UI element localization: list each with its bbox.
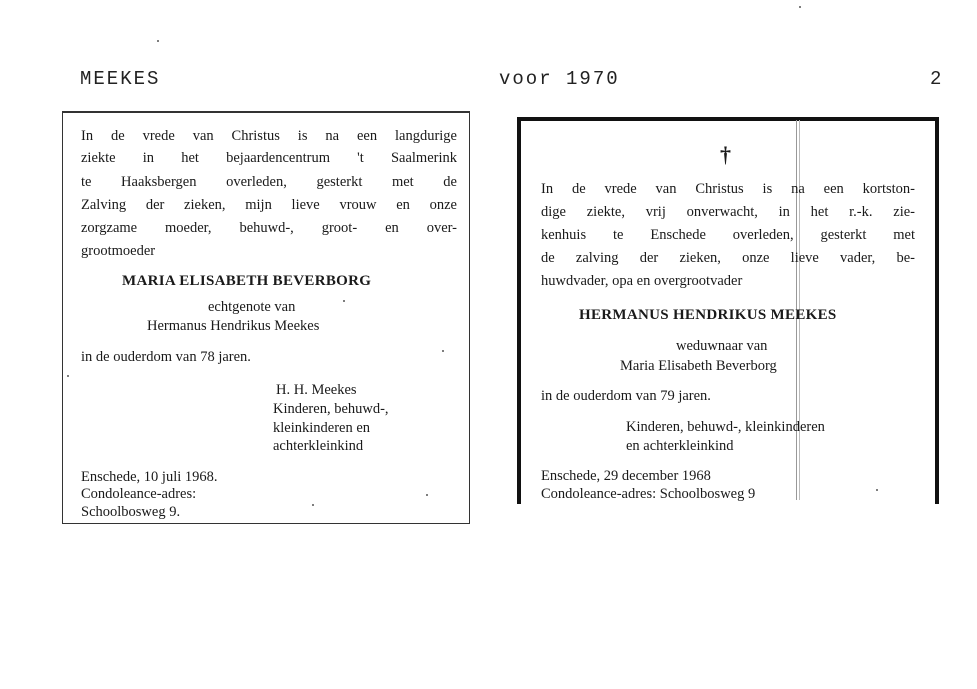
intro-line: kenhuis te Enschede overleden, gesterkt met (541, 227, 915, 243)
spouse-name: Maria Elisabeth Beverborg (620, 358, 777, 374)
place-date: Enschede, 10 juli 1968. (81, 469, 218, 485)
scan-speck (67, 375, 69, 377)
signature-line: achterkleinkind (273, 438, 364, 454)
period-header: voor 1970 (499, 68, 620, 90)
address-label: Condoleance-adres: (81, 486, 197, 502)
scan-speck (343, 300, 345, 302)
intro-line: te Haaksbergen overleden, gesterkt met de (81, 174, 457, 190)
signature-line: en achterkleinkind (626, 438, 734, 454)
address: Schoolbosweg 9. (81, 504, 181, 520)
signature-line: H. H. Meekes (276, 382, 357, 398)
intro-line: Zalving der zieken, mijn lieve vrouw en onze (81, 197, 457, 213)
scan-speck (312, 504, 314, 506)
age-line: in de ouderdom van 79 jaren. (541, 388, 711, 404)
page-number: 2 (930, 68, 942, 90)
intro-line: ziekte in het bejaardencentrum 't Saalmerink (81, 150, 457, 166)
deceased-name: HERMANUS HENDRIKUS MEEKES (579, 307, 837, 323)
scan-speck (426, 494, 428, 496)
spouse-label: echtgenote van (208, 299, 296, 315)
intro-line: In de vrede van Christus is na een kortston- (541, 181, 915, 197)
signature-line: Kinderen, behuwd-, kleinkinderen (626, 419, 825, 435)
intro-line: de zalving der zieken, onze lieve vader, be- (541, 250, 915, 266)
place-date: Enschede, 29 december 1968 (541, 468, 711, 484)
intro-line: In de vrede van Christus is na een langdurige (81, 128, 457, 144)
scan-speck (157, 40, 159, 42)
intro-line: grootmoeder (81, 243, 156, 259)
age-line: in de ouderdom van 78 jaren. (81, 349, 251, 365)
deceased-name: MARIA ELISABETH BEVERBORG (122, 273, 372, 289)
spouse-label: weduwnaar van (676, 338, 768, 354)
signature-line: Kinderen, behuwd-, (273, 401, 389, 417)
scan-speck (876, 489, 878, 491)
family-name-header: MEEKES (80, 68, 161, 90)
cross-icon: † (720, 142, 731, 167)
intro-line: zorgzame moeder, behuwd-, groot- en over- (81, 220, 457, 236)
address: Condoleance-adres: Schoolbosweg 9 (541, 486, 756, 502)
scan-speck (442, 350, 444, 352)
signature-line: kleinkinderen en (273, 420, 371, 436)
spouse-name: Hermanus Hendrikus Meekes (147, 318, 320, 334)
intro-line: dige ziekte, vrij onverwacht, in het r.-k. zie- (541, 204, 915, 220)
intro-line: huwdvader, opa en overgrootvader (541, 273, 743, 289)
scan-speck (799, 6, 801, 8)
